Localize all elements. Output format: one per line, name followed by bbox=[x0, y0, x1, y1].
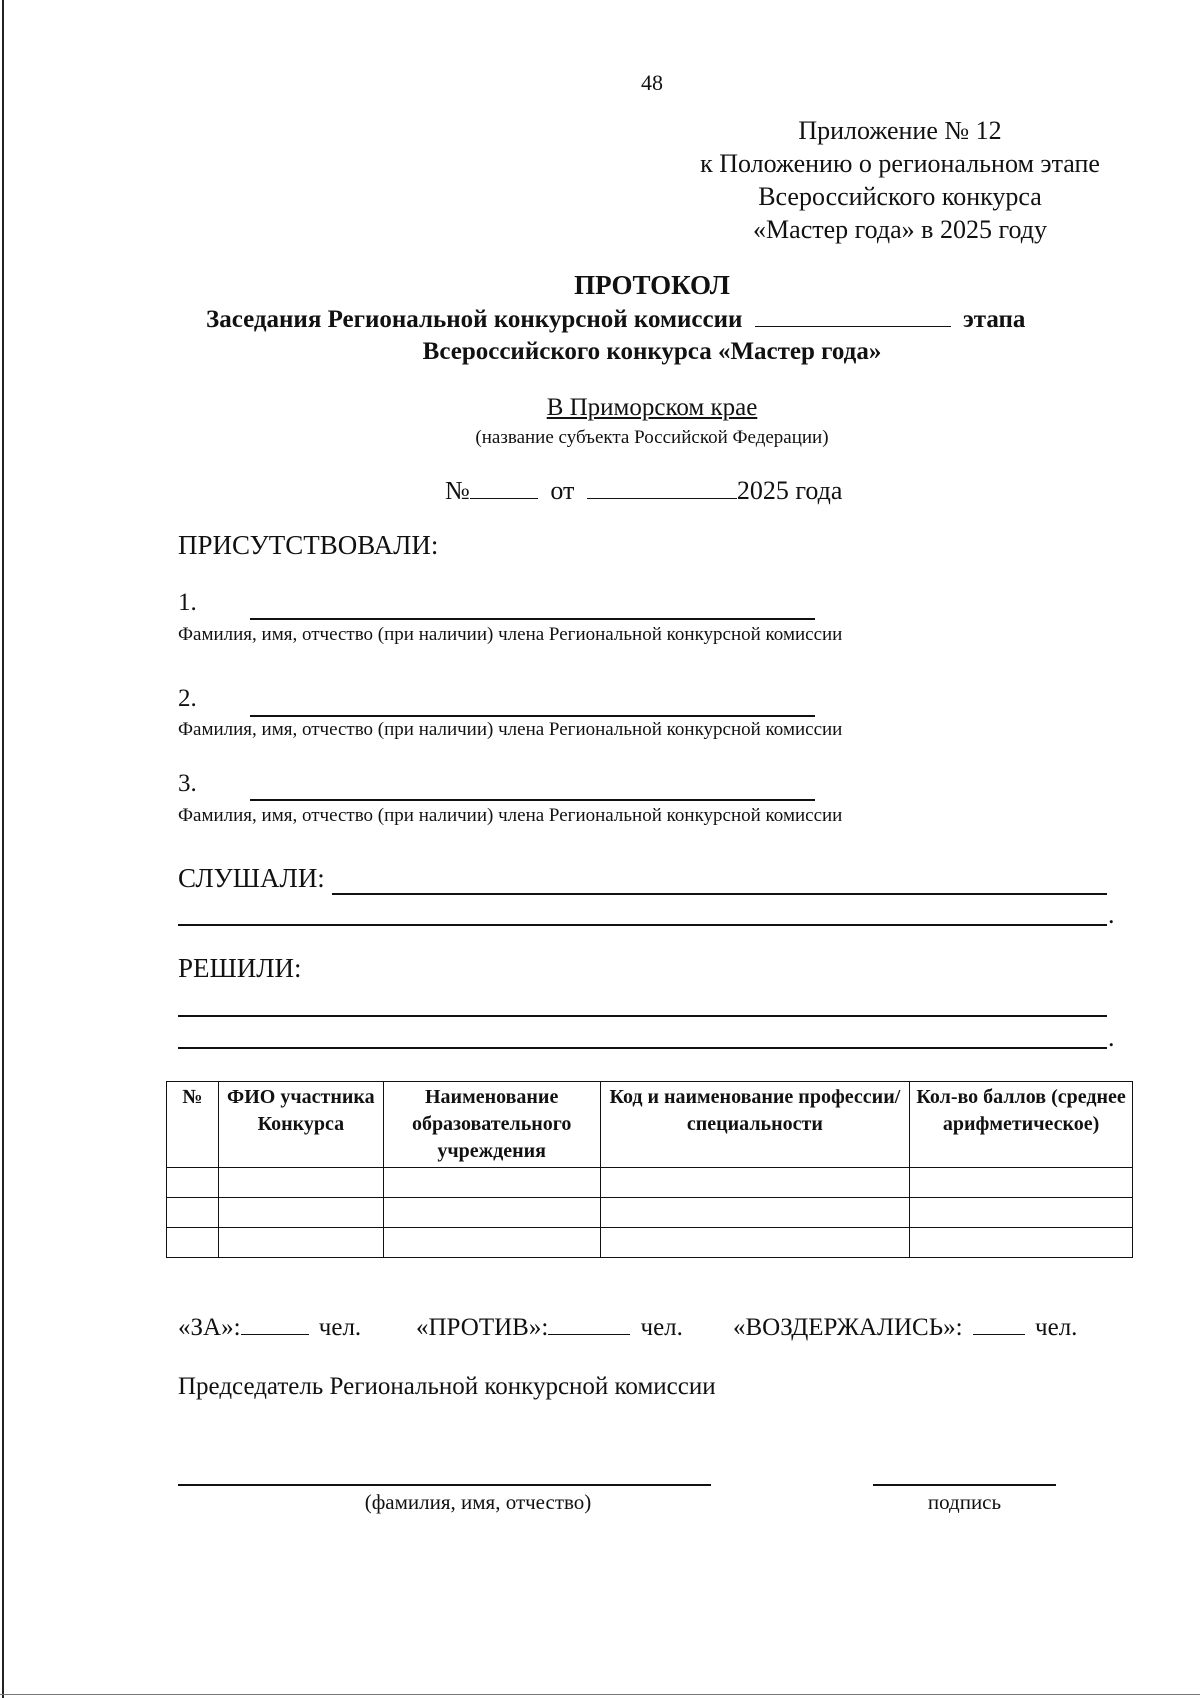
votes-for-unit: чел. bbox=[318, 1314, 362, 1341]
member-1-caption: Фамилия, имя, отчество (при наличии) члена Региональной конкурсной комиссии bbox=[178, 624, 843, 645]
table-cell[interactable] bbox=[383, 1198, 600, 1228]
member-3-caption: Фамилия, имя, отчество (при наличии) члена Региональной конкурсной комиссии bbox=[178, 805, 843, 826]
table-cell[interactable] bbox=[910, 1198, 1133, 1228]
header-score: Кол-во баллов (среднее арифметическое) bbox=[910, 1082, 1133, 1168]
annex-block bbox=[640, 114, 1160, 246]
region-value: В Приморском крае bbox=[546, 394, 758, 421]
protocol-number-line bbox=[445, 476, 842, 506]
region-caption: (название субъекта Российской Федерации) bbox=[475, 427, 829, 448]
table-cell[interactable] bbox=[600, 1228, 910, 1258]
table-cell[interactable] bbox=[910, 1228, 1133, 1258]
number-blank[interactable] bbox=[470, 497, 538, 499]
annex-line-3: Всероссийского конкурса bbox=[758, 182, 1042, 211]
annex-line-4: «Мастер года» в 2025 году bbox=[753, 215, 1047, 244]
member-2-caption: Фамилия, имя, отчество (при наличии) члена Региональной конкурсной комиссии bbox=[178, 719, 843, 740]
table-cell[interactable] bbox=[167, 1168, 219, 1198]
table-cell[interactable] bbox=[383, 1168, 600, 1198]
votes-abstain-blank[interactable] bbox=[973, 1333, 1025, 1335]
votes-for-blank[interactable] bbox=[241, 1333, 309, 1335]
page-number: 48 bbox=[641, 70, 663, 95]
votes-abstain-label: «ВОЗДЕРЖАЛИСЬ»: bbox=[733, 1314, 963, 1341]
table-cell[interactable] bbox=[600, 1168, 910, 1198]
date-blank[interactable] bbox=[587, 497, 737, 499]
document-title: ПРОТОКОЛ bbox=[574, 270, 730, 300]
chair-signature-line[interactable] bbox=[873, 1484, 1056, 1486]
subtitle-part-2: этапа bbox=[962, 306, 1026, 333]
table-header-row bbox=[167, 1082, 1133, 1168]
header-participant: ФИО участника Конкурса bbox=[218, 1082, 383, 1168]
year-label: 2025 года bbox=[736, 476, 843, 505]
document-subtitle-line-2: Всероссийского конкурса «Мастер года» bbox=[422, 338, 882, 365]
member-1-name-line[interactable] bbox=[250, 618, 815, 620]
votes-for-label: «ЗА»: bbox=[178, 1314, 241, 1341]
annex-line-2: к Положению о региональном этапе bbox=[700, 149, 1100, 178]
chair-name-line[interactable] bbox=[178, 1484, 711, 1486]
page-left-border bbox=[2, 0, 4, 1698]
member-3-name-line[interactable] bbox=[250, 799, 815, 801]
member-1-number: 1. bbox=[178, 589, 197, 616]
table-row bbox=[167, 1228, 1133, 1258]
heard-heading: СЛУШАЛИ: bbox=[178, 863, 325, 893]
table-cell[interactable] bbox=[218, 1168, 383, 1198]
signature-caption: подпись bbox=[927, 1490, 1002, 1514]
member-2-number: 2. bbox=[178, 685, 197, 712]
decided-line-2[interactable] bbox=[178, 1047, 1107, 1049]
votes-against bbox=[416, 1314, 683, 1342]
table-row bbox=[167, 1168, 1133, 1198]
header-profession: Код и наименование профессии/специальности bbox=[600, 1082, 910, 1168]
votes-abstain-unit: чел. bbox=[1035, 1314, 1078, 1341]
table-cell[interactable] bbox=[218, 1198, 383, 1228]
chair-label: Председатель Региональной конкурсной комиссии bbox=[178, 1373, 716, 1400]
table-cell[interactable] bbox=[167, 1198, 219, 1228]
header-number: № bbox=[167, 1082, 219, 1168]
table-cell[interactable] bbox=[383, 1228, 600, 1258]
table-cell[interactable] bbox=[167, 1228, 219, 1258]
votes-against-blank[interactable] bbox=[548, 1333, 630, 1335]
results-table bbox=[166, 1081, 1133, 1258]
member-2-name-line[interactable] bbox=[250, 715, 815, 717]
table-cell[interactable] bbox=[600, 1198, 910, 1228]
table-cell[interactable] bbox=[218, 1228, 383, 1258]
name-caption: (фамилия, имя, отчество) bbox=[364, 1490, 592, 1514]
subtitle-part-1: Заседания Региональной конкурсной комиссии bbox=[206, 306, 743, 333]
number-label: № bbox=[445, 476, 470, 505]
member-3-number: 3. bbox=[178, 770, 197, 797]
page-bottom-border bbox=[0, 1694, 1200, 1695]
votes-against-unit: чел. bbox=[640, 1314, 683, 1341]
votes-against-label: «ПРОТИВ»: bbox=[416, 1314, 549, 1341]
annex-line-1: Приложение № 12 bbox=[798, 116, 1002, 145]
stage-blank[interactable] bbox=[755, 325, 951, 327]
votes-for bbox=[178, 1314, 361, 1342]
decided-end-mark: . bbox=[1108, 1023, 1115, 1052]
heard-line-2[interactable] bbox=[178, 924, 1107, 926]
present-heading: ПРИСУТСТВОВАЛИ: bbox=[178, 530, 439, 560]
heard-end-mark: . bbox=[1108, 900, 1115, 929]
heard-line-1[interactable] bbox=[332, 893, 1107, 895]
table-cell[interactable] bbox=[910, 1168, 1133, 1198]
header-institution: Наименование образовательного учреждения bbox=[383, 1082, 600, 1168]
table-row bbox=[167, 1198, 1133, 1228]
decided-line-1[interactable] bbox=[178, 1015, 1107, 1017]
decided-heading: РЕШИЛИ: bbox=[178, 953, 302, 983]
document-subtitle bbox=[206, 306, 1025, 334]
from-label: от bbox=[550, 476, 575, 505]
votes-abstain bbox=[733, 1314, 1077, 1342]
